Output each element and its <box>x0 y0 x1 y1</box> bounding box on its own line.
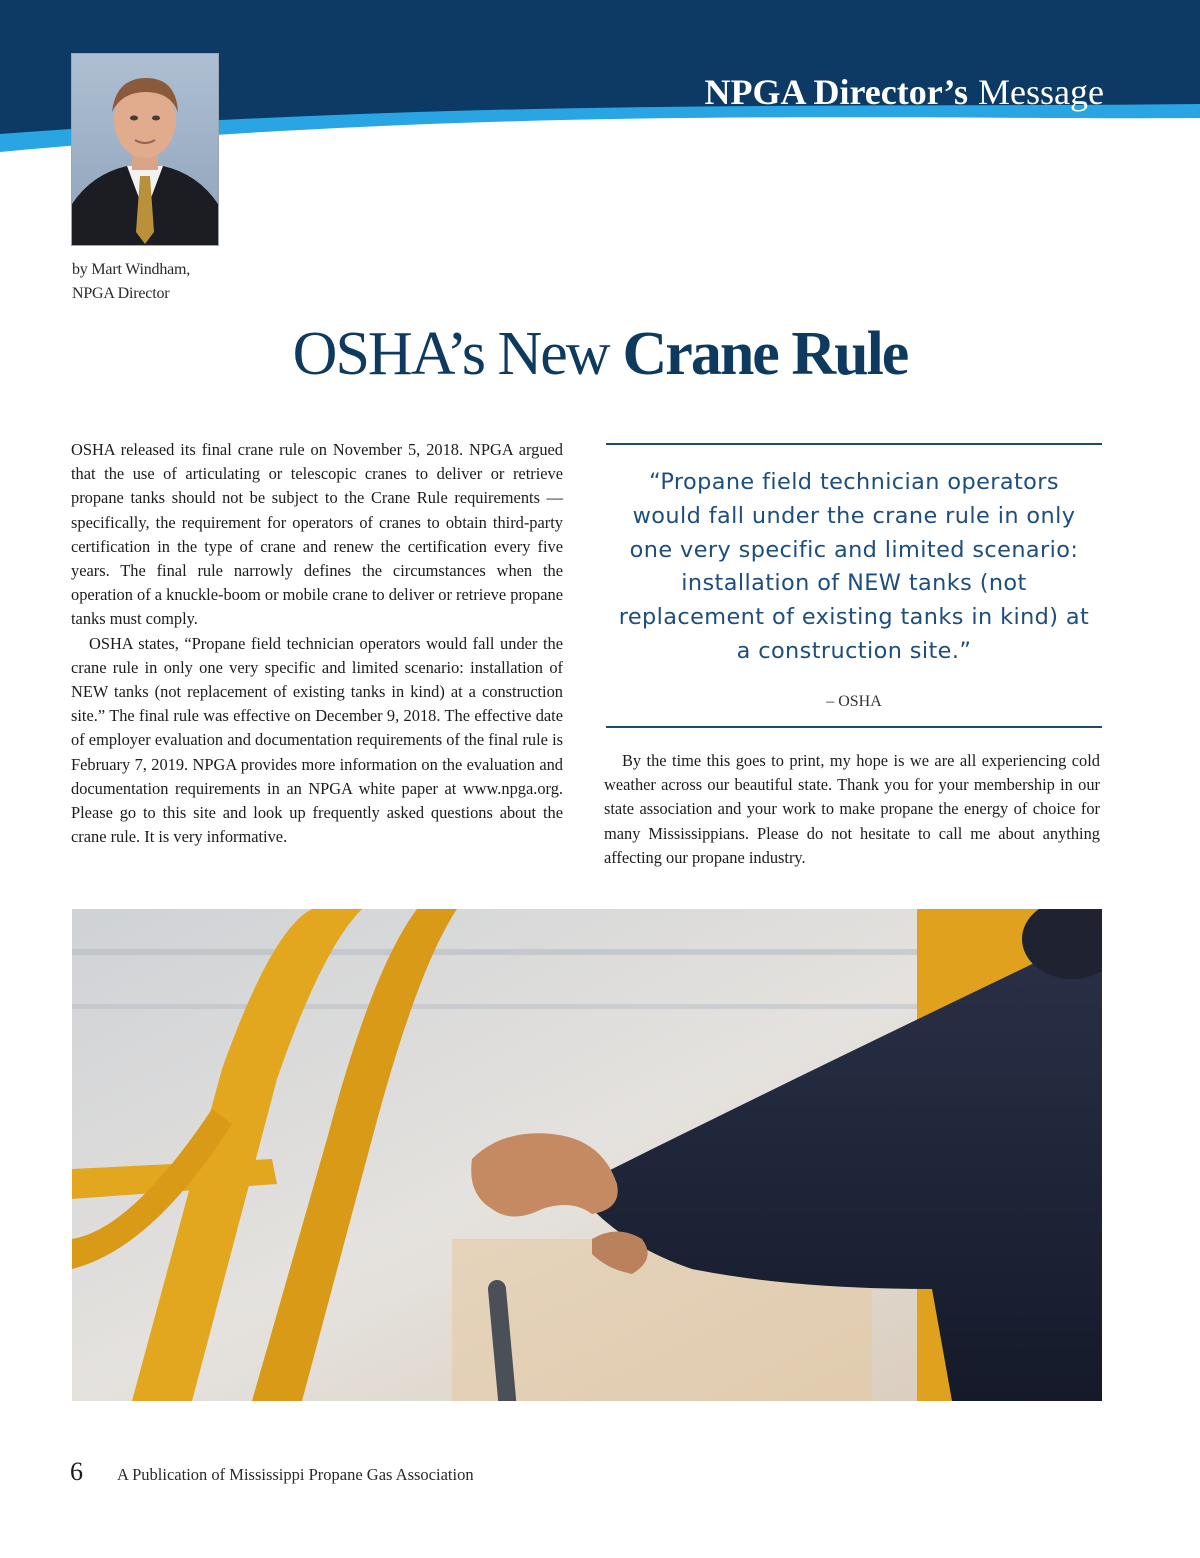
byline-role: NPGA Director <box>72 285 170 302</box>
author-byline <box>72 258 190 306</box>
body-paragraph: OSHA states, “Propane field technician operators would fall under the crane rule in only one very specific and limited scenario: installation of NEW tanks (not replacement of existing tanks in kind) at a construction site.” The final rule was effective on December 9, 2018. The effective date of employer evaluation and documentation requirements of the final rule is February 7, 2019. NPGA provides more information on the evaluation and documentation requirements in an NPGA white paper at www.npga.org. Please go to this site and look up frequently asked questions about the crane rule. It is very informative. <box>71 633 563 847</box>
byline-name: by Mart Windham, <box>72 261 191 278</box>
body-paragraph: OSHA released its final crane rule on November 5, 2018. NPGA argued that the use of articulating or telescopic cranes to deliver or retrieve propane tanks should not be subject to the Crane Rule requirements — specifically, the requirement for operators of cranes to obtain third-party certification in the type of crane and renew the certification every five years. The final rule narrowly defines the circumstances when the operation of a knuckle-boom or mobile crane to deliver or retrieve propane tanks must comply. <box>71 440 563 629</box>
article-title-bold: Crane Rule <box>622 320 908 388</box>
section-title <box>704 70 1104 114</box>
body-paragraph: By the time this goes to print, my hope is we are all experiencing cold weather across our beautiful state. Thank you for your membership in our state association and your work to make propane the energy of choice for many Mississippians. Please do not hesitate to call me about anything affecting our propane industry. <box>604 751 1100 867</box>
section-title-light: Message <box>978 72 1104 112</box>
author-portrait <box>71 53 219 246</box>
article-body-left <box>71 438 563 849</box>
section-title-bold: NPGA Director’s <box>704 72 969 112</box>
publication-footer: A Publication of Mississippi Propane Gas Association <box>117 1465 474 1484</box>
article-title-light: OSHA’s New <box>292 320 609 388</box>
pull-quote-attribution: – OSHA <box>826 693 882 710</box>
pull-quote-rule-top <box>606 443 1102 445</box>
crane-controls-photo <box>72 909 1102 1401</box>
page-number: 6 <box>70 1457 83 1486</box>
pull-quote-rule-bottom <box>606 726 1102 728</box>
article-body-right <box>604 749 1100 870</box>
article-title <box>0 312 1200 396</box>
pull-quote: “Propane field technician operators would fall under the crane rule in only one very specific and limited scenario: installation of NEW tanks (not replacement of existing tanks in kind) at a construction site.” <box>618 469 1090 664</box>
